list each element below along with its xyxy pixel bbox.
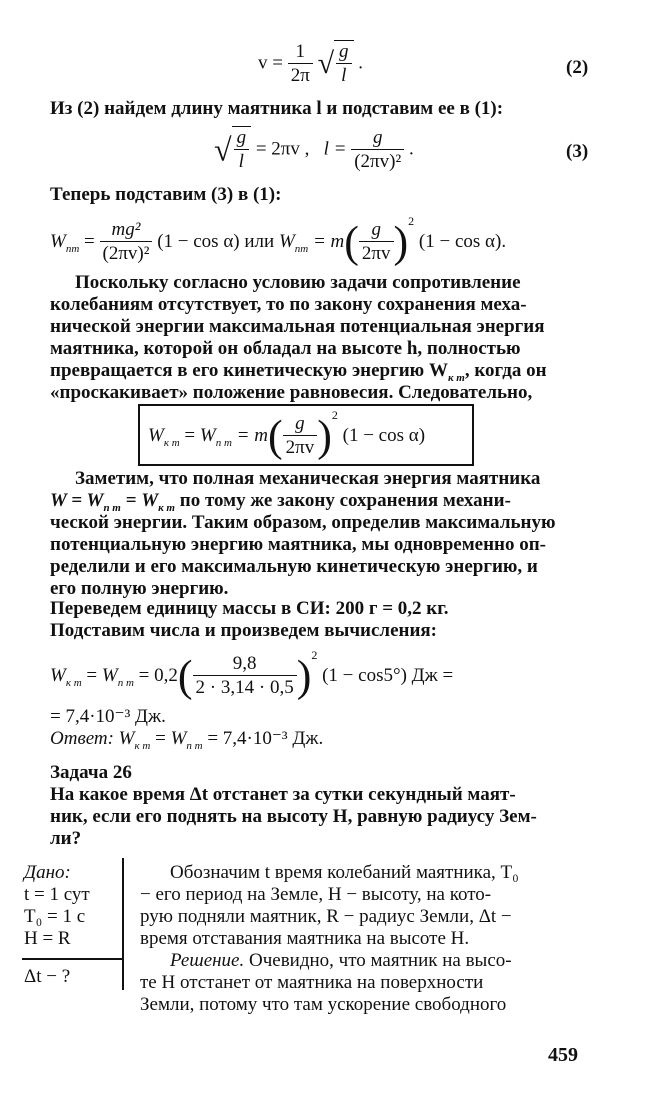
answer: [50, 728, 323, 757]
task-title: Задача 26: [50, 762, 132, 783]
calc-pow: 2: [311, 648, 318, 662]
paragraph-4-line-2-tail: по тому же закону сохранения механи-: [179, 490, 511, 511]
paragraph-4-line-3: ческой энергии. Таким образом, определив максимальную: [50, 512, 556, 533]
eq4-pow: 2: [408, 214, 415, 228]
eq2-rad-num: g: [336, 41, 352, 64]
solution-line-3: Земли, потому что там ускорение свободного: [140, 994, 507, 1015]
explanation-line-1: Обозначим t время колебаний маятника, T₀: [170, 862, 519, 883]
calculation: [50, 648, 453, 700]
task-text-line-3: ли?: [50, 828, 82, 849]
answer-w2-sub: п т: [186, 739, 203, 752]
paragraph-4-sub1: п т: [103, 501, 121, 514]
boxed-w2: W: [199, 425, 216, 446]
paragraph-3-line-1: Поскольку согласно условию задачи сопротивление: [75, 272, 521, 293]
paragraph-4-w: W = W: [50, 490, 104, 511]
boxed-cos: (1 − cos α): [342, 425, 426, 446]
eq2-num: 1: [288, 41, 313, 64]
calc-eq1: =: [86, 665, 98, 686]
eq3-rad-den: l: [238, 151, 244, 172]
calc-line-2: = 7,4·10⁻³ Дж.: [50, 706, 166, 727]
eq4-frac2-num: g: [359, 219, 394, 242]
answer-w1: W: [118, 728, 135, 749]
eq2-rad-den: l: [341, 65, 347, 86]
eq4-rparen: ): [393, 217, 409, 267]
eq2-number: (2): [566, 57, 589, 78]
solution-line-2: те H отстанет от маятника на поверхности: [140, 972, 484, 993]
given-item-3: H = R: [24, 928, 71, 949]
given-item-1: t = 1 сут: [24, 884, 90, 905]
eq2-sqrt: [334, 40, 354, 88]
boxed-eq2: = m: [236, 425, 268, 446]
task-text-line-1: На какое время Δt отстанет за сутки секундный маят-: [50, 784, 516, 805]
eq3-sqrt-sign: √: [214, 131, 232, 168]
given-label: Дано:: [24, 862, 71, 883]
calc-den: 2 · 3,14 · 0,5: [195, 677, 294, 699]
boxed-formula: [148, 408, 425, 460]
boxed-w1-sub: к т: [163, 436, 180, 449]
paragraph-5: Переведем единицу массы в СИ: 200 г = 0,2 кг.: [50, 598, 449, 619]
paragraph-4-line-6: его полную энергию.: [50, 578, 229, 599]
paragraph-3-line-4: маятника, которой он обладал на высоте h, полностью: [50, 338, 521, 359]
boxed-w2-sub: п т: [215, 436, 232, 449]
eq2-tail: .: [358, 52, 364, 74]
explanation-line-4: время отставания маятника на высоте H.: [140, 928, 470, 949]
paragraph-3-wkm-sub: к т: [447, 371, 465, 384]
answer-eq1: =: [155, 728, 166, 749]
eq3-num: g: [351, 127, 404, 150]
paragraph-2: Теперь подставим (3) в (1):: [50, 184, 282, 205]
eq3-sqrt: [232, 126, 252, 174]
equation-2: [258, 40, 363, 88]
page-number: 459: [548, 1044, 578, 1066]
paragraph-4-line-5: ределили и его максимальную кинетическую энергию, и: [50, 556, 538, 577]
calc-fraction: [193, 653, 297, 700]
calc-tail: (1 − cos5°) Дж =: [322, 665, 454, 686]
calc-w1: W: [50, 665, 66, 686]
given-item-2: T₀ = 1 с: [24, 906, 86, 927]
eq3-mid: = 2πv ,: [255, 138, 310, 160]
paragraph-4-line-1: Заметим, что полная механическая энергия маятника: [75, 468, 541, 489]
eq3-number: (3): [566, 141, 589, 162]
paragraph-4-line-4: потенциальную энергию маятника, мы одновременно оп-: [50, 534, 546, 555]
eq3-lhs2: l =: [323, 138, 347, 160]
eq2-den: 2π: [290, 64, 310, 86]
boxed-num: g: [283, 413, 318, 436]
eq4-num: mg²: [100, 219, 153, 242]
boxed-eq1: =: [184, 425, 196, 446]
given-vertical-divider: [122, 858, 124, 990]
equation-4: [50, 214, 506, 266]
solution-label: Решение.: [170, 950, 245, 971]
equation-3: [214, 126, 414, 174]
given-divider: [22, 958, 124, 960]
paragraph-3-line-5-tail: , когда он: [464, 360, 547, 381]
boxed-pow: 2: [331, 408, 338, 422]
paragraph-3-line-3: нической энергии максимальная потенциальная энергия: [50, 316, 545, 337]
calc-lparen: (: [177, 651, 193, 701]
explanation-line-2: − его период на Земле, H − высоту, на кото-: [140, 884, 492, 905]
eq4-lhs-sub: пт: [65, 242, 80, 255]
explanation-line-3: рую подняли маятник, R − радиус Земли, Δt −: [140, 906, 512, 927]
boxed-w1: W: [148, 425, 164, 446]
eq4-or: или: [244, 231, 275, 252]
eq4-eq2: = m: [312, 231, 345, 252]
eq3-den: (2πv)²: [354, 150, 402, 172]
calc-eq2: = 0,2: [138, 665, 178, 686]
calc-w1-sub: к т: [65, 676, 82, 689]
calc-num: 9,8: [193, 653, 297, 676]
eq4-lparen: (: [344, 217, 359, 267]
eq4-frac2-den: 2πv: [361, 243, 391, 265]
eq2-sqrt-sign: √: [317, 47, 335, 80]
paragraph-3-line-6: «проскакивает» положение равновесия. Следовательно,: [50, 382, 533, 403]
eq2-lhs: v =: [258, 52, 283, 74]
eq4-fraction2: [359, 219, 394, 266]
paragraph-3-line-2: колебаниям отсутствует, то по закону сохранения меха-: [50, 294, 527, 315]
eq4-lhs: W: [50, 231, 66, 252]
answer-label: Ответ:: [50, 728, 114, 749]
task-text-line-2: ник, если его поднять на высоту H, равную радиусу Зем-: [50, 806, 537, 827]
answer-w1-sub: к т: [134, 739, 151, 752]
boxed-fraction: [283, 413, 318, 460]
eq4-lhs2: W: [278, 231, 295, 252]
eq4-cos2: (1 − cos α).: [418, 231, 507, 252]
eq4-den: (2πv)²: [102, 243, 150, 265]
eq4-cos: (1 − cos α): [157, 231, 240, 252]
eq3-fraction: [351, 127, 404, 174]
boxed-rparen: ): [317, 411, 332, 461]
boxed-den: 2πv: [285, 437, 315, 459]
paragraph-4-sub2: к т: [158, 501, 175, 514]
paragraph-4-eq: = W: [125, 490, 159, 511]
answer-value: = 7,4·10⁻³ Дж.: [207, 728, 324, 749]
paragraph-3-line-5-text: превращается в его кинетическую энергию W: [50, 360, 448, 381]
eq4-fraction: [100, 219, 153, 266]
calc-w2-sub: п т: [117, 676, 134, 689]
calc-rparen: ): [296, 651, 312, 701]
eq3-rad-num: g: [234, 127, 250, 150]
eq2-fraction: [288, 41, 313, 88]
eq3-tail: .: [408, 138, 414, 160]
eq4-eq: =: [84, 231, 95, 252]
paragraph-1: Из (2) найдем длину маятника l и подставим ее в (1):: [50, 98, 504, 119]
boxed-lparen: (: [267, 411, 283, 461]
paragraph-6: Подставим числа и произведем вычисления:: [50, 620, 438, 641]
solution-line-1: [170, 950, 512, 972]
given-find: Δt − ?: [24, 966, 71, 987]
solution-line-1-text: Очевидно, что маятник на высо-: [249, 950, 512, 971]
eq4-lhs2-sub: пт: [294, 242, 309, 255]
answer-w2: W: [170, 728, 187, 749]
calc-w2: W: [101, 665, 118, 686]
